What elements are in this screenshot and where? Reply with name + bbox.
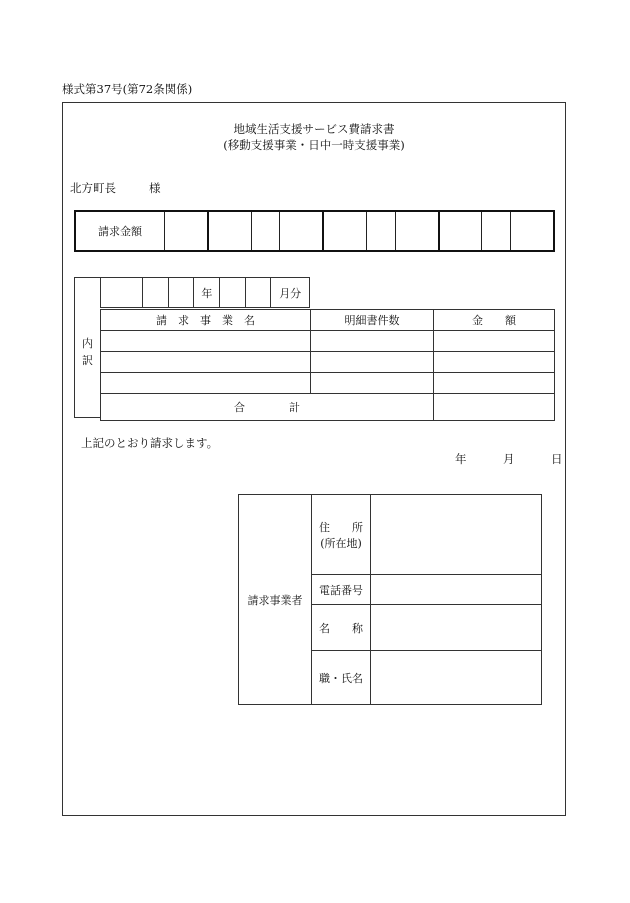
col-business-name: 請 求 事 業 名 (101, 310, 311, 331)
statement-count-cell[interactable] (311, 331, 434, 352)
amount-digit-cell[interactable] (323, 211, 366, 251)
form-subtitle: (移動支援事業・日中一時支援事業) (223, 138, 405, 152)
amount-digit-cell[interactable] (208, 211, 251, 251)
phone-field[interactable] (371, 575, 542, 605)
amount-digit-cell[interactable] (366, 211, 395, 251)
breakdown-side-label-2: 訳 (82, 354, 93, 367)
year-cell[interactable] (168, 278, 194, 308)
amount-cell[interactable] (434, 352, 555, 373)
year-cell[interactable] (143, 278, 169, 308)
month-cell[interactable] (220, 278, 246, 308)
amount-label: 請求金額 (75, 211, 165, 251)
title-name-label: 職・氏名 (312, 651, 371, 705)
name-field[interactable] (371, 605, 542, 651)
amount-digit-cell[interactable] (280, 211, 323, 251)
request-text: 上記のとおり請求します。 (81, 436, 219, 450)
breakdown-table (100, 309, 555, 421)
month-cell[interactable] (245, 278, 271, 308)
amount-cell[interactable] (434, 373, 555, 394)
addressee (70, 180, 161, 196)
form-title: 地域生活支援サービス費請求書 (233, 122, 395, 136)
address-label (312, 495, 371, 575)
statement-count-cell[interactable] (311, 352, 434, 373)
address-field[interactable] (371, 495, 542, 575)
business-name-cell[interactable] (101, 373, 311, 394)
amount-digit-cell[interactable] (511, 211, 554, 251)
date-month: 月 (503, 452, 515, 466)
business-name-cell[interactable] (101, 352, 311, 373)
amount-digit-cell[interactable] (165, 211, 208, 251)
breakdown-side-label-1: 内 (82, 337, 93, 350)
amount-digit-cell[interactable] (439, 211, 482, 251)
year-label: 年 (194, 278, 220, 308)
phone-label: 電話番号 (312, 575, 371, 605)
period-table (100, 277, 310, 308)
addressee-name: 北方町長 (70, 181, 116, 195)
business-name-cell[interactable] (101, 331, 311, 352)
year-cell[interactable] (101, 278, 143, 308)
address-label-line2: (所在地) (320, 536, 362, 550)
provider-group-label: 請求事業者 (239, 495, 312, 705)
addressee-suffix: 様 (149, 181, 161, 195)
provider-table (238, 494, 542, 705)
amount-cell[interactable] (434, 331, 555, 352)
month-label: 月分 (271, 278, 310, 308)
date-year: 年 (455, 452, 467, 466)
amount-digit-cell[interactable] (395, 211, 438, 251)
date-day: 日 (551, 452, 563, 466)
address-label-line1: 住 所 (319, 520, 363, 534)
form-number: 様式第37号(第72条関係) (62, 82, 193, 96)
amount-digit-cell[interactable] (482, 211, 511, 251)
statement-count-cell[interactable] (311, 373, 434, 394)
col-amount: 金 額 (434, 310, 555, 331)
total-amount-cell[interactable] (434, 394, 555, 421)
amount-table (74, 210, 555, 252)
breakdown-side (74, 277, 100, 418)
title-name-field[interactable] (371, 651, 542, 705)
col-statement-count: 明細書件数 (311, 310, 434, 331)
amount-digit-cell[interactable] (251, 211, 280, 251)
total-label: 合 計 (101, 394, 434, 421)
name-label: 名 称 (312, 605, 371, 651)
